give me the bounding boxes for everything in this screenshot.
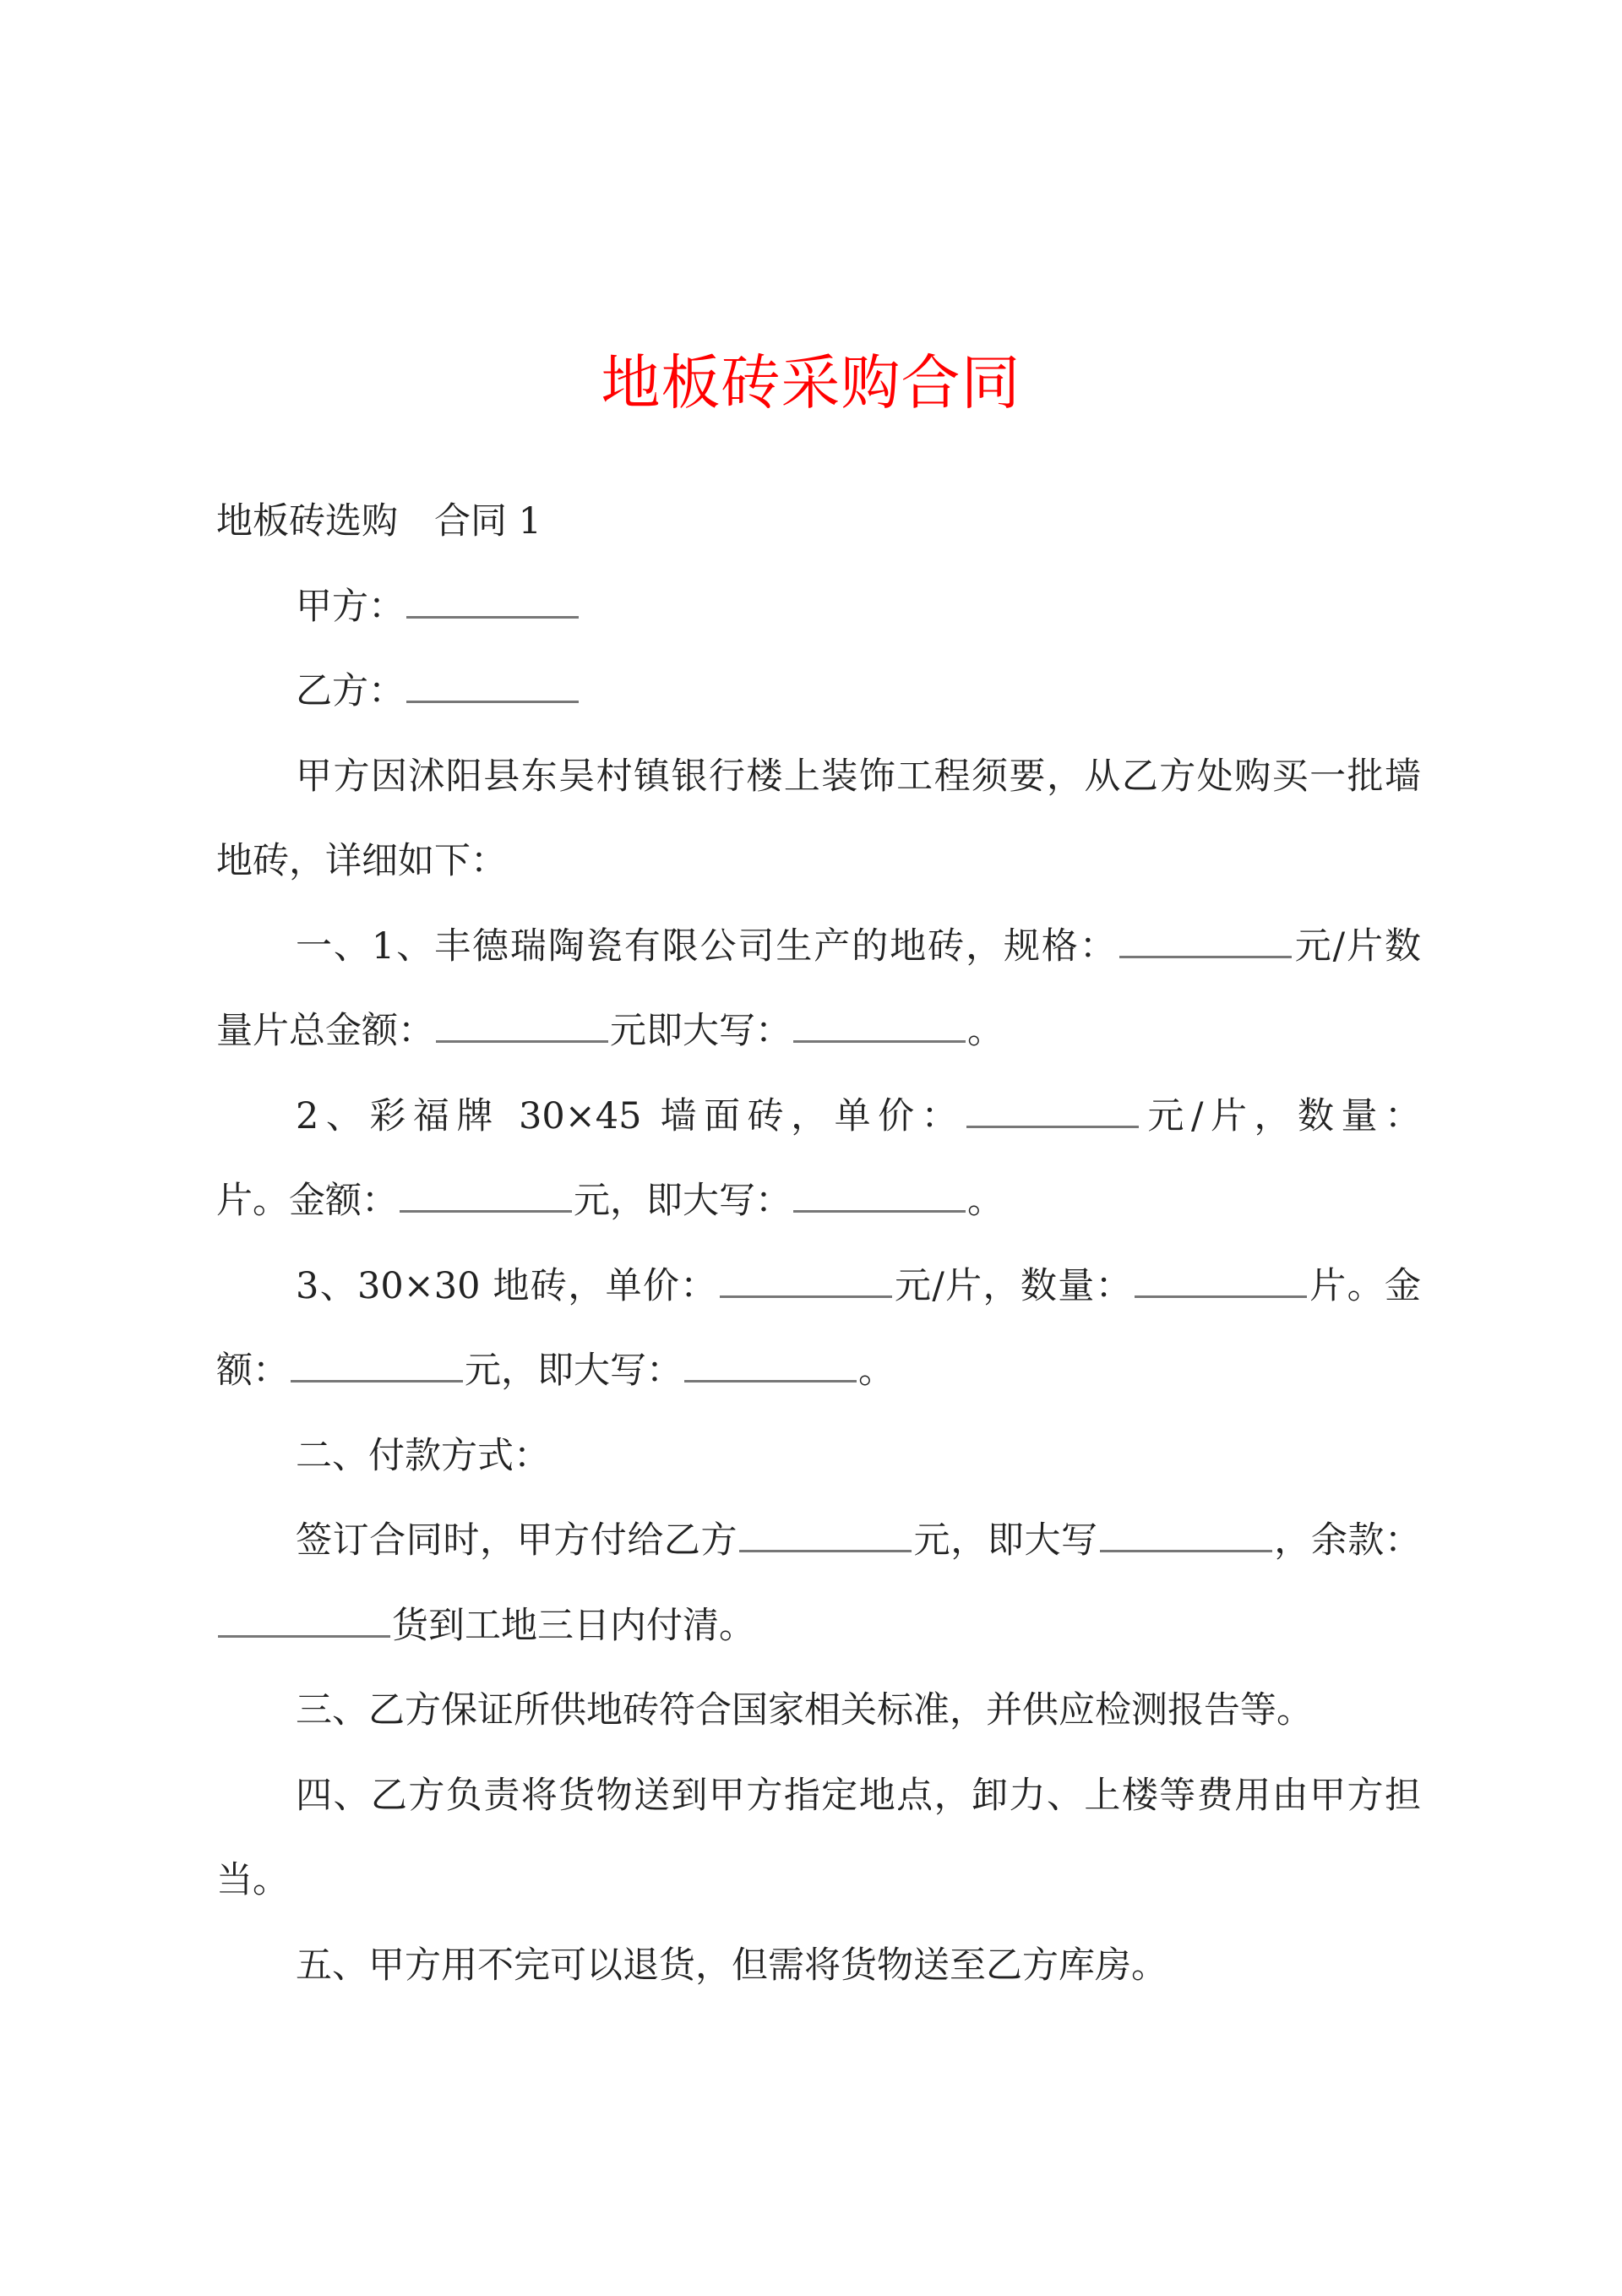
text-line xyxy=(216,1584,1421,1669)
text-segment: 。 xyxy=(858,1350,895,1392)
text-segment: 地板砖选购 合同 1 xyxy=(216,500,542,543)
text-segment: 2、彩福牌 30×45 墙面砖，单价： xyxy=(296,1094,966,1137)
text-segment: 3、30×30 地砖，单价： xyxy=(296,1264,718,1307)
fill-in-blank xyxy=(1119,930,1292,958)
text-line xyxy=(216,1668,1421,1753)
text-segment: 甲方因沭阳县东吴村镇银行楼上装饰工程须要，从乙方处购买一批墙 xyxy=(296,755,1421,798)
text-segment: 量片总金额： xyxy=(216,1010,434,1052)
fill-in-blank xyxy=(720,1270,892,1298)
text-line xyxy=(216,1923,1421,2009)
fill-in-blank xyxy=(1135,1270,1307,1298)
text-segment: 签订合同时，甲方付给乙方 xyxy=(296,1519,738,1562)
text-segment: 元/片，数量： xyxy=(1140,1094,1421,1137)
text-segment: 片。金 xyxy=(1308,1264,1421,1307)
text-segment: ，余款： xyxy=(1273,1519,1421,1562)
document-title: 地板砖采购合同 xyxy=(601,348,1021,417)
fill-in-blank xyxy=(739,1524,912,1552)
text-segment: 元/片，数量： xyxy=(893,1264,1133,1307)
text-line xyxy=(216,479,1421,564)
fill-in-blank xyxy=(400,1185,572,1213)
text-line xyxy=(216,1074,1421,1159)
text-segment: 甲方： xyxy=(296,585,405,628)
text-line xyxy=(216,1159,1421,1244)
text-segment: 四、乙方负责将货物送到甲方指定地点，卸力、上楼等费用由甲方担 xyxy=(296,1774,1421,1817)
text-segment: 二、付款方式： xyxy=(296,1434,550,1477)
fill-in-blank xyxy=(218,1610,390,1638)
text-line xyxy=(216,649,1421,734)
text-line xyxy=(216,989,1421,1074)
text-line xyxy=(216,1328,1421,1414)
fill-in-blank xyxy=(406,675,579,703)
fill-in-blank xyxy=(966,1100,1139,1128)
text-line xyxy=(216,1498,1421,1584)
text-segment: 元，即大写： xyxy=(465,1350,683,1392)
fill-in-blank xyxy=(1100,1524,1272,1552)
text-segment: 元即大写： xyxy=(610,1010,792,1052)
fill-in-blank xyxy=(436,1015,608,1043)
text-segment: 额： xyxy=(216,1350,289,1392)
text-segment: 片。金额： xyxy=(216,1180,398,1222)
text-line xyxy=(216,904,1421,990)
text-line xyxy=(216,734,1421,820)
text-segment: 一、1、丰德瑞陶瓷有限公司生产的地砖，规格： xyxy=(296,924,1118,968)
fill-in-blank xyxy=(291,1355,463,1383)
text-segment: 三、乙方保证所供地砖符合国家相关标准，并供应检测报告等。 xyxy=(296,1689,1313,1732)
text-segment: 。 xyxy=(967,1180,1004,1222)
text-line xyxy=(216,1753,1421,1839)
text-line xyxy=(216,1414,1421,1499)
text-segment: 地砖，详细如下： xyxy=(216,840,507,882)
text-line xyxy=(216,819,1421,904)
text-segment: 。 xyxy=(967,1010,1004,1052)
text-segment: 当。 xyxy=(216,1859,289,1901)
text-segment: 元，即大写： xyxy=(574,1180,792,1222)
text-line xyxy=(216,1838,1421,1923)
text-segment: 乙方： xyxy=(296,670,405,712)
text-segment: 元，即大写 xyxy=(913,1519,1098,1562)
fill-in-blank xyxy=(684,1355,857,1383)
fill-in-blank xyxy=(406,591,579,619)
text-segment: 元/片数 xyxy=(1293,924,1421,968)
document-body xyxy=(216,479,1421,2008)
fill-in-blank xyxy=(793,1185,966,1213)
text-line xyxy=(216,564,1421,650)
text-segment: 货到工地三日内付清。 xyxy=(392,1604,755,1647)
text-segment: 五、甲方用不完可以退货，但需将货物送至乙方库房。 xyxy=(296,1944,1168,1987)
text-line xyxy=(216,1244,1421,1329)
fill-in-blank xyxy=(793,1015,966,1043)
